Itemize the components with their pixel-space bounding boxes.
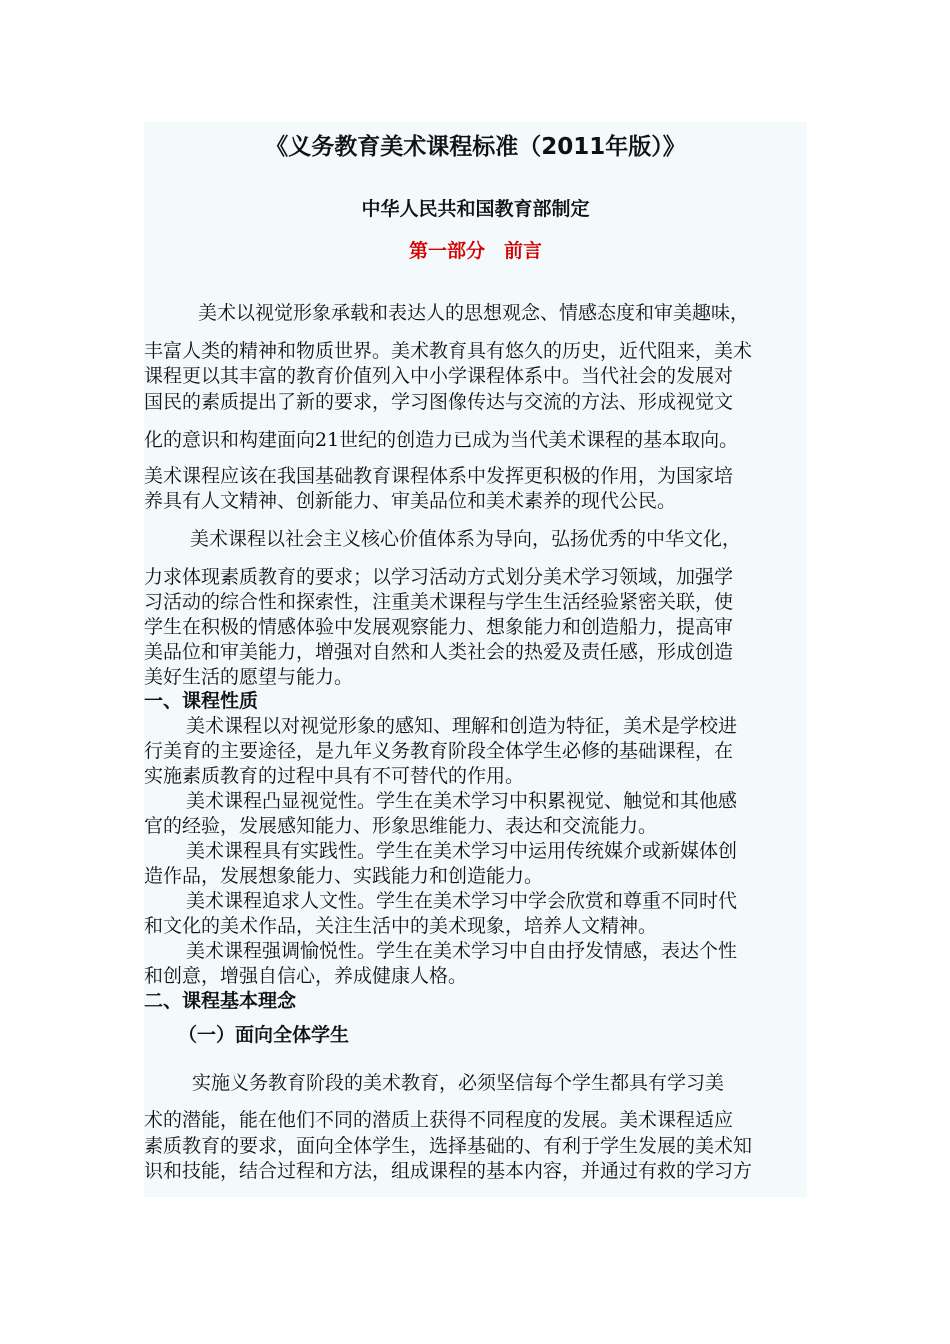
- para-line: 实施素质教育的过程中具有不可替代的作用。: [144, 765, 525, 787]
- para-line: 国民的素质提出了新的要求，学习图像传达与交流的方法、形成视觉文: [144, 391, 734, 413]
- para-line: 美术课程追求人文性。学生在美术学习中学会欣赏和尊重不同时代: [186, 890, 738, 912]
- para-line: 美术课程具有实践性。学生在美术学习中运用传统媒介或新媒体创: [186, 840, 738, 862]
- para-line: 学生在积极的情感体验中发展观察能力、想象能力和创造船力，提高审: [144, 616, 734, 638]
- para-line: 美术课程强调愉悦性。学生在美术学习中自由抒发情感，表达个性: [186, 940, 738, 962]
- section-heading-nature: 一、课程性质: [144, 690, 259, 712]
- para-line: 美术以视觉形象承载和表达人的思想观念、情感态度和审美趣味，: [198, 302, 750, 324]
- para-line: 行美育的主要途径，是九年义务教育阶段全体学生必修的基础课程，在: [144, 740, 734, 762]
- document-title: 《义务教育美术课程标准（2011年版）》: [265, 134, 686, 160]
- para-line: 造作品，发展想象能力、实践能力和创造能力。: [144, 865, 544, 887]
- para-line: 和创意，增强自信心，养成健康人格。: [144, 965, 468, 987]
- para-line: 力求体现素质教育的要求；以学习活动方式划分美术学习领域，加强学: [144, 566, 734, 588]
- para-line: 养具有人文精神、创新能力、审美品位和美术素养的现代公民。: [144, 490, 677, 512]
- para-line: 美好生活的愿望与能力。: [144, 666, 354, 688]
- para-line: 美术课程以对视觉形象的感知、理解和创造为特征，美术是学校进: [186, 715, 738, 737]
- issuer-line: 中华人民共和国教育部制定: [361, 198, 590, 220]
- document-page: [144, 122, 807, 1197]
- para-line: 实施义务教育阶段的美术教育，必须坚信每个学生都具有学习美: [192, 1072, 725, 1094]
- para-line: 素质教育的要求，面向全体学生，选择基础的、有利于学生发展的美术知: [144, 1135, 753, 1157]
- para-line: 和文化的美术作品，关注生活中的美术现象，培养人文精神。: [144, 915, 658, 937]
- part-heading: 第一部分 前言: [408, 240, 542, 262]
- para-line: 美品位和审美能力，增强对自然和人类社会的热爱及责任感，形成创造: [144, 641, 734, 663]
- para-line: 美术课程应该在我国基础教育课程体系中发挥更积极的作用，为国家培: [144, 465, 734, 487]
- para-line: 课程更以其丰富的教育价值列入中小学课程体系中。当代社会的发展对: [144, 365, 734, 387]
- para-line: 美术课程凸显视觉性。学生在美术学习中积累视觉、触觉和其他感: [186, 790, 738, 812]
- para-line: 化的意识和构建面向21世纪的创造力已成为当代美术课程的基本取向。: [144, 429, 739, 451]
- para-line: 识和技能，结合过程和方法，组成课程的基本内容，并通过有救的学习方: [144, 1160, 753, 1182]
- para-line: 丰富人类的精神和物质世界。美术教育具有悠久的历史，近代阻来，美术: [144, 340, 753, 362]
- para-line: 官的经验，发展感知能力、形象思维能力、表达和交流能力。: [144, 815, 658, 837]
- para-line: 习活动的综合性和探索性，注重美术课程与学生生活经验紧密关联，使: [144, 591, 734, 613]
- subsection-heading: （一）面向全体学生: [178, 1024, 350, 1046]
- para-line: 术的潜能，能在他们不同的潜质上获得不同程度的发展。美术课程适应: [144, 1109, 734, 1131]
- para-line: 美术课程以社会主义核心价值体系为导向，弘扬优秀的中华文化，: [190, 528, 742, 550]
- section-heading-concepts: 二、课程基本理念: [144, 990, 297, 1012]
